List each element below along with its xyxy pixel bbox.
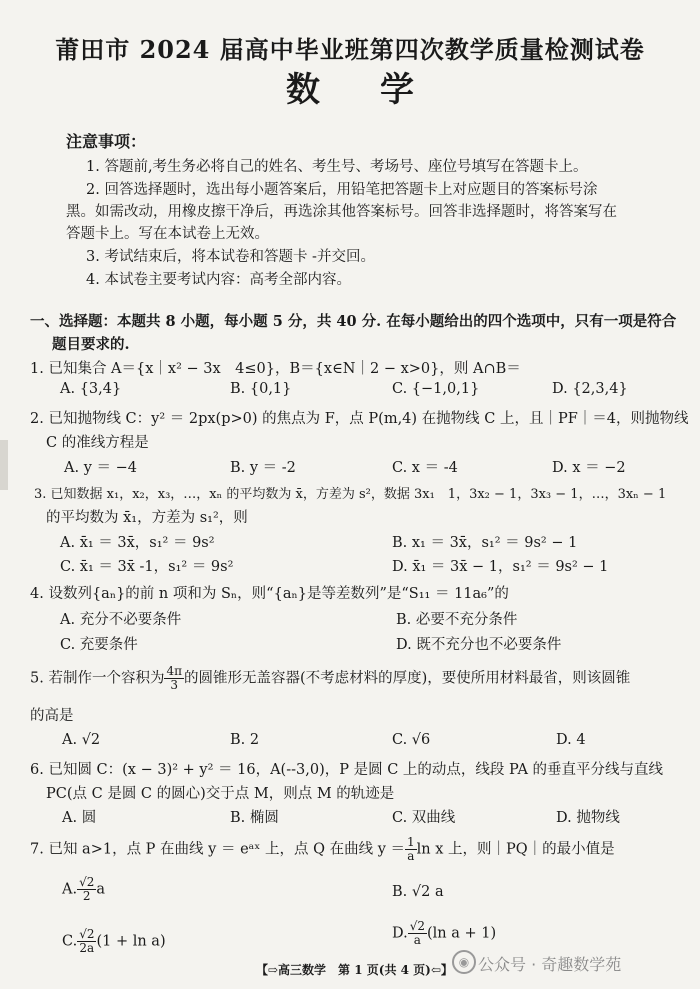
q7-option-a-tail: a [96,881,106,898]
notice-line-3: 黑。如需改动，用橡皮擦干净后，再选涂其他答案标号。回答非选择题时，将答案写在 [66,204,617,220]
q3-stem: 3. 已知数据 x₁，x₂，x₃，…，xₙ 的平均数为 x̄，方差为 s²，数据 3x₁ 1，3x₂ − 1，3x₃ − 1，…，3xₙ − 1 [34,487,667,502]
q5-stem [30,665,630,692]
q2-stem-2: C 的准线方程是 [46,435,149,451]
q4-stem: 4. 设数列{aₙ}的前 n 项和为 Sₙ，则“{aₙ}是等差数列”是“S₁₁ ＝ 11a₆”的 [30,586,509,602]
q3-option-c: C. x̄₁ ＝ 3x̄ -1，s₁² ＝ 9s² [60,559,234,575]
q7-option-b: B. √2 a [392,884,444,900]
notice-line-4: 答题卡上。写在本试卷上无效。 [66,226,269,242]
q7-option-a-denominator: 2 [82,889,91,904]
watermark: 公众号 · 奇趣数学苑 [478,955,622,974]
q7-option-a-fraction [77,876,96,903]
q7-option-c [62,928,166,955]
q7-stem-post: ln x 上，则｜PQ｜的最小值是 [416,841,615,858]
q6-stem-2: PC(点 C 是圆 C 的圆心)交于点 M，则点 M 的轨迹是 [46,786,395,802]
q6-option-d: D. 抛物线 [556,810,620,826]
q4-option-c: C. 充要条件 [60,637,138,653]
q2-option-c: C. x ＝ -4 [392,460,458,476]
q7-option-c-tail: (1 + ln a) [96,933,166,950]
q5-option-a: A. √2 [62,732,101,748]
q5-option-d: D. 4 [556,732,586,748]
q7-option-d-fraction [408,920,427,947]
q1-option-b: B. {0,1} [230,381,292,397]
notice-line-5: 3. 考试结束后，将本试卷和答题卡 -并交回。 [86,249,375,265]
q7-option-c-label: C. [62,933,78,950]
q7-option-d-numerator: √2 [409,919,425,933]
q1-option-d: D. {2,3,4} [552,381,628,397]
notice-heading: 注意事项： [66,132,147,151]
q2-option-b: B. y ＝ -2 [230,460,296,476]
q5-stem-post: 的圆锥形无盖容器(不考虑材料的厚度)，要使所用材料最省，则该圆锥 [183,670,631,687]
q6-option-b: B. 椭圆 [230,810,279,826]
notice-line-6: 4. 本试卷主要考试内容：高考全部内容。 [86,272,351,288]
q7-option-a-numerator: √2 [79,875,95,889]
q6-stem: 6. 已知圆 C：(x − 3)² + y² ＝ 16，A(--3,0)，P 是圆 C 上的动点，线段 PA 的垂直平分线与直线 [30,762,664,778]
q5-option-b: B. 2 [230,732,260,748]
page-footer: 【⇨高三数学 第 1 页(共 4 页)⇦】 [256,963,453,977]
q7-option-c-fraction [77,928,96,955]
q7-option-c-numerator: √2 [79,927,95,941]
q2-option-d: D. x ＝ −2 [552,460,626,476]
q2-option-a: A. y ＝ −4 [64,460,137,476]
q7-stem [30,836,615,863]
q3-option-a: A. x̄₁ ＝ 3x̄，s₁² ＝ 9s² [60,535,215,551]
exam-title: 莆田市 2024 届高中毕业班第四次教学质量检测试卷 [55,35,645,64]
q7-option-a-label: A. [62,881,78,898]
q3-stem-2: 的平均数为 x̄₁，方差为 s₁²，则 [46,510,248,526]
q5-stem-pre: 5. 若制作一个容积为 [30,670,165,687]
q2-stem: 2. 已知抛物线 C：y² ＝ 2px(p>0) 的焦点为 F，点 P(m,4) 在抛物线 C 上，且｜PF｜＝4，则抛物线 [30,411,689,427]
section-header-line-2: 题目要求的. [52,336,130,353]
q5-fraction-denominator: 3 [170,678,179,693]
section-header-line-1: 一、选择题：本题共 8 小题，每小题 5 分，共 40 分. 在每小题给出的四个选项中，只有一项是符合 [30,313,677,330]
q5-fraction-numerator: 4π [166,664,182,678]
q7-stem-pre: 7. 已知 a>1，点 P 在曲线 y ＝ eᵃˣ 上，点 Q 在曲线 y ＝ [30,841,406,858]
q6-option-c: C. 双曲线 [392,810,456,826]
q5-option-c: C. √6 [392,732,431,748]
q7-fraction [405,836,417,863]
q7-option-d-tail: (ln a + 1) [427,925,497,942]
q5-stem-2: 的高是 [30,708,74,724]
notice-line-1: 1. 答题前,考生务必将自己的姓名、考生号、考场号、座位号填写在答题卡上。 [86,159,588,175]
wechat-icon: ◉ [452,950,476,974]
q1-option-c: C. {−1,0,1} [392,381,480,397]
page-edge-shadow [0,440,8,490]
q1-stem: 1. 已知集合 A＝{x｜x² − 3x 4≤0}，B＝{x∈N｜2 − x>0}，则 A∩B＝ [30,361,521,377]
q1-option-a: A. {3,4} [60,381,122,397]
subject-title: 数学 [286,70,474,110]
q5-volume-fraction [164,665,184,692]
q4-option-b: B. 必要不充分条件 [396,612,518,628]
q3-option-d: D. x̄₁ ＝ 3x̄ − 1，s₁² ＝ 9s² − 1 [392,559,609,575]
q7-fraction-denominator: a [407,849,415,864]
q6-option-a: A. 圆 [62,810,97,826]
q7-option-a [62,876,105,903]
q4-option-a: A. 充分不必要条件 [60,612,182,628]
q7-option-c-denominator: 2a [79,941,95,956]
q7-option-d-denominator: a [413,933,421,948]
q4-option-d: D. 既不充分也不必要条件 [396,637,562,653]
q7-option-d [392,920,496,947]
notice-line-2: 2. 回答选择题时，选出每小题答案后，用铅笔把答题卡上对应题目的答案标号涂 [86,182,598,198]
q3-option-b: B. x₁ ＝ 3x̄，s₁² ＝ 9s² − 1 [392,535,578,551]
q7-option-d-label: D. [392,925,408,942]
q7-fraction-numerator: 1 [407,835,415,849]
